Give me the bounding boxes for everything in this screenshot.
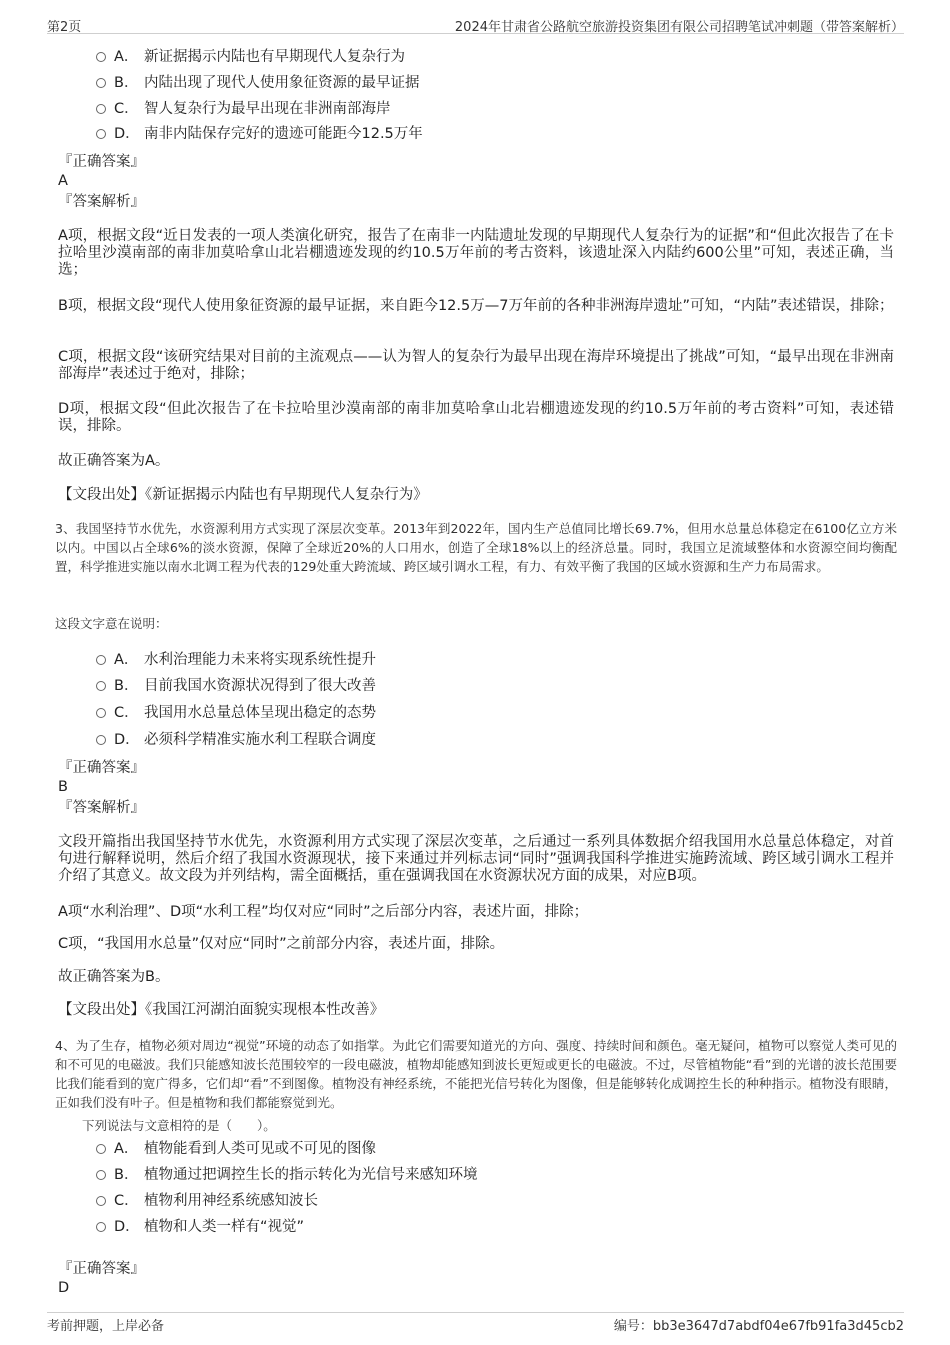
radio-icon[interactable] [96, 1222, 106, 1232]
q4-answer: D [58, 1280, 70, 1296]
q4-option-b[interactable]: B． 植物通过把调控生长的指示转化为光信号来感知环境 [96, 1165, 478, 1185]
radio-icon[interactable] [96, 1170, 106, 1180]
q2-analysis-label: 『答案解析』 [58, 194, 145, 210]
radio-icon[interactable] [96, 104, 106, 114]
q4-option-c[interactable]: C． 植物利用神经系统感知波长 [96, 1191, 318, 1211]
radio-icon[interactable] [96, 735, 106, 745]
q2-option-c[interactable]: C． 智人复杂行为最早出现在非洲南部海岸 [96, 99, 391, 119]
q3-option-d[interactable]: D． 必须科学精准实施水利工程联合调度 [96, 730, 376, 750]
q2-answer-label: 『正确答案』 [58, 154, 145, 170]
q2-answer: A [58, 173, 68, 189]
q2-source: 【文段出处】《新证据揭示内陆也有早期现代人复杂行为》 [58, 487, 428, 503]
radio-icon[interactable] [96, 708, 106, 718]
q3-stem: 3、我国坚持节水优先，水资源利用方式实现了深层次变革。2013年到2022年，国内生产总值同比增长69.7%，但用水总量总体稳定在6100亿立方米以内。中国以占全球6%的淡水资源，保障了全球近20%的人口用水，创造了全球18%以上的经济总量。同时，我国立足流域整体和水资源空间均衡配置，科学推进实施以南水北调工程为代表的129处重大跨流域、跨区域引调水工程，有力、有效平衡了我国的区域水资源和生产力布局需求。 [55, 521, 897, 574]
option-text: 植物能看到人类可见或不可见的图像 [144, 1141, 376, 1157]
q3-option-b[interactable]: B． 目前我国水资源状况得到了很大改善 [96, 676, 376, 696]
radio-icon[interactable] [96, 655, 106, 665]
radio-icon[interactable] [96, 1144, 106, 1154]
footer-slogan: 考前押题，上岸必备 [47, 1319, 165, 1334]
code-label: 编号： [613, 1319, 653, 1334]
option-text: 植物利用神经系统感知波长 [144, 1193, 318, 1209]
option-text: 植物和人类一样有“视觉” [144, 1219, 305, 1235]
option-text: 内陆出现了现代人使用象征资源的最早证据 [144, 75, 420, 91]
option-text: 智人复杂行为最早出现在非洲南部海岸 [144, 101, 391, 117]
radio-icon[interactable] [96, 681, 106, 691]
q2-option-a[interactable]: A． 新证据揭示内陆也有早期现代人复杂行为 [96, 47, 405, 67]
q2-analysis-c: C项，根据文段“该研究结果对目前的主流观点——认为智人的复杂行为最早出现在海岸环境提出了挑战”可知，“最早出现在非洲南部海岸”表述过于绝对，排除； [58, 349, 894, 382]
q2-conclusion: 故正确答案为A。 [58, 453, 170, 469]
q3-prompt: 这段文字意在说明： [55, 616, 168, 631]
q3-analysis-label: 『答案解析』 [58, 800, 145, 816]
q4-answer-label: 『正确答案』 [58, 1261, 145, 1277]
q2-analysis-b: B项，根据文段“现代人使用象征资源的最早证据，来自距今12.5万—7万年前的各种非洲海岸遗址”可知，“内陆”表述错误，排除； [58, 298, 894, 314]
radio-icon[interactable] [96, 52, 106, 62]
option-text: 新证据揭示内陆也有早期现代人复杂行为 [144, 49, 405, 65]
page-header [47, 16, 904, 34]
option-text: 水利治理能力未来将实现系统性提升 [144, 652, 376, 668]
q3-source: 【文段出处】《我国江河湖泊面貌实现根本性改善》 [58, 1002, 385, 1018]
radio-icon[interactable] [96, 129, 106, 139]
document-code [614, 1315, 904, 1334]
q3-answer-label: 『正确答案』 [58, 760, 145, 776]
page-footer [47, 1312, 904, 1334]
q4-option-a[interactable]: A． 植物能看到人类可见或不可见的图像 [96, 1139, 376, 1159]
q3-conclusion: 故正确答案为B。 [58, 969, 170, 985]
document-title: 2024年甘肃省公路航空旅游投资集团有限公司招聘笔试冲刺题（带答案解析） [454, 20, 904, 35]
option-text: 南非内陆保存完好的遗迹可能距今12.5万年 [144, 126, 423, 142]
q3-analysis-ad: A项“水利治理”、D项“水利工程”均仅对应“同时”之后部分内容，表述片面，排除； [58, 904, 589, 920]
q4-prompt: 下列说法与文意相符的是（ ）。 [82, 1118, 276, 1133]
radio-icon[interactable] [96, 1196, 106, 1206]
q3-analysis-c: C项，“我国用水总量”仅对应“同时”之前部分内容，表述片面，排除。 [58, 936, 505, 952]
q2-option-b[interactable]: B． 内陆出现了现代人使用象征资源的最早证据 [96, 73, 420, 93]
q2-analysis-a: A项，根据文段“近日发表的一项人类演化研究，报告了在南非一内陆遗址发现的早期现代人复杂行为的证据”和“但此次报告了在卡拉哈里沙漠南部的南非加莫哈拿山北岩棚遗迹发现的约10.5万年前的考古资料，该遗址深入内陆约600公里”可知，表述正确，当选； [58, 228, 894, 278]
option-text: 必须科学精准实施水利工程联合调度 [144, 732, 376, 748]
q4-stem: 4、为了生存，植物必须对周边“视觉”环境的动态了如指掌。为此它们需要知道光的方向、强度、持续时间和颜色。毫无疑问，植物可以察觉人类可见的和不可见的电磁波。我们只能感知波长范围较窄的一段电磁波，植物却能感知到波长更短或更长的电磁波。不过，尽管植物能“看”到的光谱的波长范围要比我们能看到的宽广得多，它们却“看”不到图像。植物没有神经系统，不能把光信号转化为图像，但是能够转化成调控生长的种种指示。植物没有眼睛，正如我们没有叶子。但是植物和我们都能察觉到光。 [55, 1038, 897, 1110]
q4-option-d[interactable]: D． 植物和人类一样有“视觉” [96, 1217, 304, 1237]
option-text: 我国用水总量总体呈现出稳定的态势 [144, 705, 376, 721]
q3-option-a[interactable]: A． 水利治理能力未来将实现系统性提升 [96, 650, 376, 670]
code-value: bb3e3647d7abdf04e67fb91fa3d45cb2 [652, 1319, 904, 1334]
q2-analysis-d: D项，根据文段“但此次报告了在卡拉哈里沙漠南部的南非加莫哈拿山北岩棚遗迹发现的约10.5万年前的考古资料”可知，表述错误，排除。 [58, 401, 894, 434]
q3-answer: B [58, 779, 68, 795]
option-text: 目前我国水资源状况得到了很大改善 [144, 678, 376, 694]
q2-option-d[interactable]: D． 南非内陆保存完好的遗迹可能距今12.5万年 [96, 124, 423, 144]
option-text: 植物通过把调控生长的指示转化为光信号来感知环境 [144, 1167, 478, 1183]
radio-icon[interactable] [96, 78, 106, 88]
q3-analysis-main: 文段开篇指出我国坚持节水优先，水资源利用方式实现了深层次变革，之后通过一系列具体数据介绍我国用水总量总体稳定，对首句进行解释说明，然后介绍了我国水资源现状，接下来通过并列标志词“同时”强调我国科学推进实施跨流域、跨区域引调水工程并介绍了其意义。故文段为并列结构，需全面概括，重在强调我国在水资源状况方面的成果，对应B项。 [58, 834, 894, 884]
q3-option-c[interactable]: C． 我国用水总量总体呈现出稳定的态势 [96, 703, 376, 723]
page-number: 第2页 [47, 20, 82, 35]
